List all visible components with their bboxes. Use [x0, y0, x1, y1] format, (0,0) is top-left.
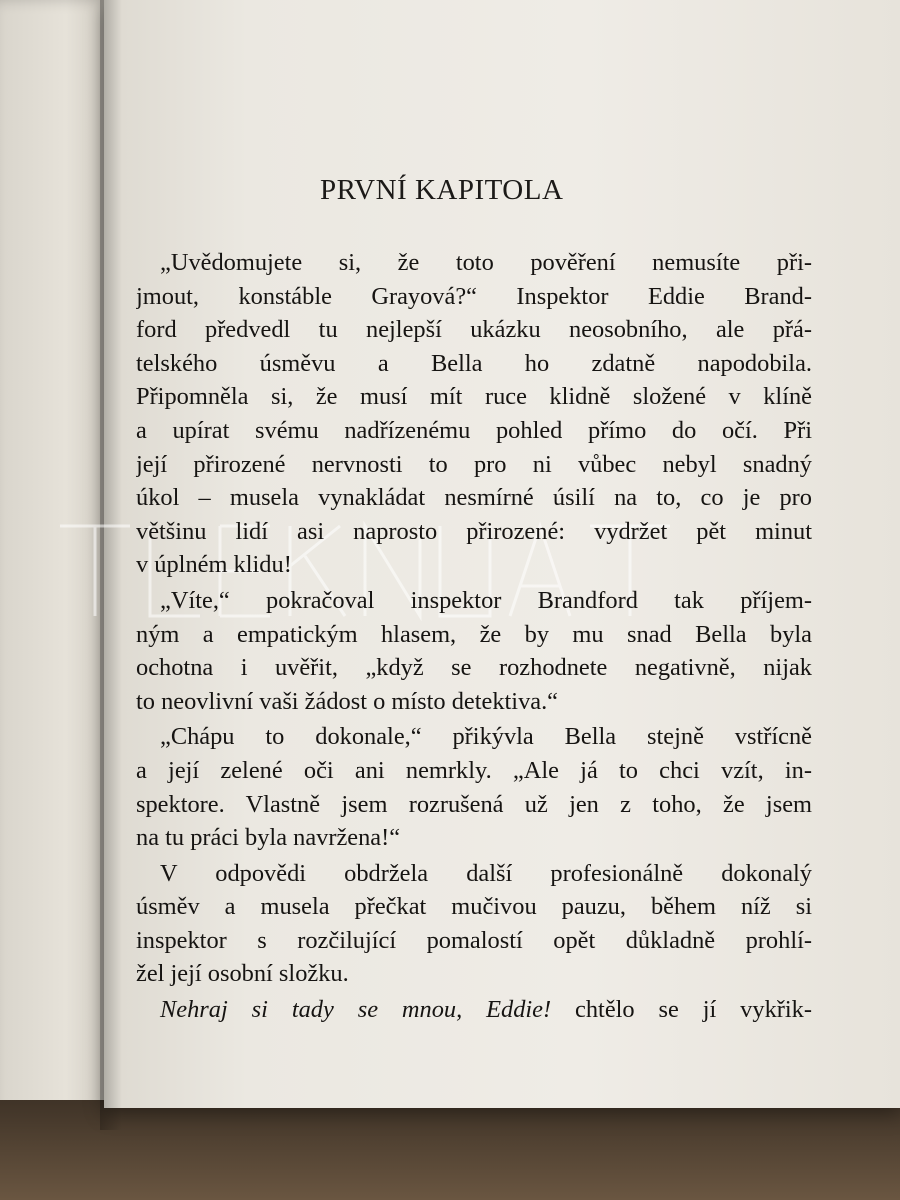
text-line: „Uvědomujete si, že toto pověření nemusíte při-: [160, 249, 812, 276]
text-line: Připomněla si, že musí mít ruce klidně složené v klíně: [136, 383, 812, 411]
body-text: [136, 246, 812, 1027]
text-line: úkol – musela vynakládat nesmírné úsilí na to, co je pro: [136, 484, 812, 512]
chapter-title: PRVNÍ KAPITOLA: [320, 174, 564, 206]
text-line: „Chápu to dokonale,“ přikývla Bella stejně vstřícně: [160, 723, 812, 751]
text-line: ford předvedl tu nejlepší ukázku neosobního, ale přá-: [136, 316, 812, 344]
text-line: úsměv a musela přečkat mučivou pauzu, během níž si: [136, 893, 812, 921]
table-surface: [0, 1100, 900, 1200]
left-page-edge: [0, 0, 110, 1130]
text-line: telského úsměvu a Bella ho zdatně napodobila.: [136, 349, 812, 377]
text-line: jmout, konstáble Grayová?“ Inspektor Eddie Brand-: [136, 282, 812, 310]
text-line: na tu práci byla navržena!“: [136, 824, 401, 852]
text-line: v úplném klidu!: [136, 551, 292, 579]
text-line: „Víte,“ pokračoval inspektor Brandford tak příjem-: [160, 586, 812, 614]
text-line: V odpovědi obdržela další profesionálně dokonalý: [160, 859, 812, 887]
text-line: a upírat svému nadřízenému pohled přímo do očí. Při: [136, 416, 812, 444]
text-line: to neovlivní vaši žádost o místo detektiva.“: [136, 687, 559, 715]
text-line: žel její osobní složku.: [136, 960, 349, 988]
text-line: ochotna i uvěřit, „když se rozhodnete negativně, nijak: [136, 654, 812, 682]
text-line: a její zelené oči ani nemrkly. „Ale já to chci vzít, in-: [136, 756, 812, 784]
spine-shadow: [100, 0, 122, 1130]
text-line: spektore. Vlastně jsem rozrušená už jen z toho, že jsem: [136, 790, 812, 818]
text-line: její přirozené nervnosti to pro ni vůbec nebyl snadný: [136, 450, 812, 478]
italic-phrase: Nehraj si tady se mnou, Eddie!: [160, 996, 552, 1024]
line-rest: chtělo se jí vykřik-: [551, 996, 812, 1024]
text-line-mixed: [136, 993, 812, 1027]
text-line: většinu lidí asi naprosto přirozené: vydržet pět minut: [136, 517, 812, 545]
text-line: inspektor s rozčilující pomalostí opět důkladně prohlí-: [136, 926, 812, 954]
text-line: ným a empatickým hlasem, že by mu snad Bella byla: [136, 620, 812, 648]
